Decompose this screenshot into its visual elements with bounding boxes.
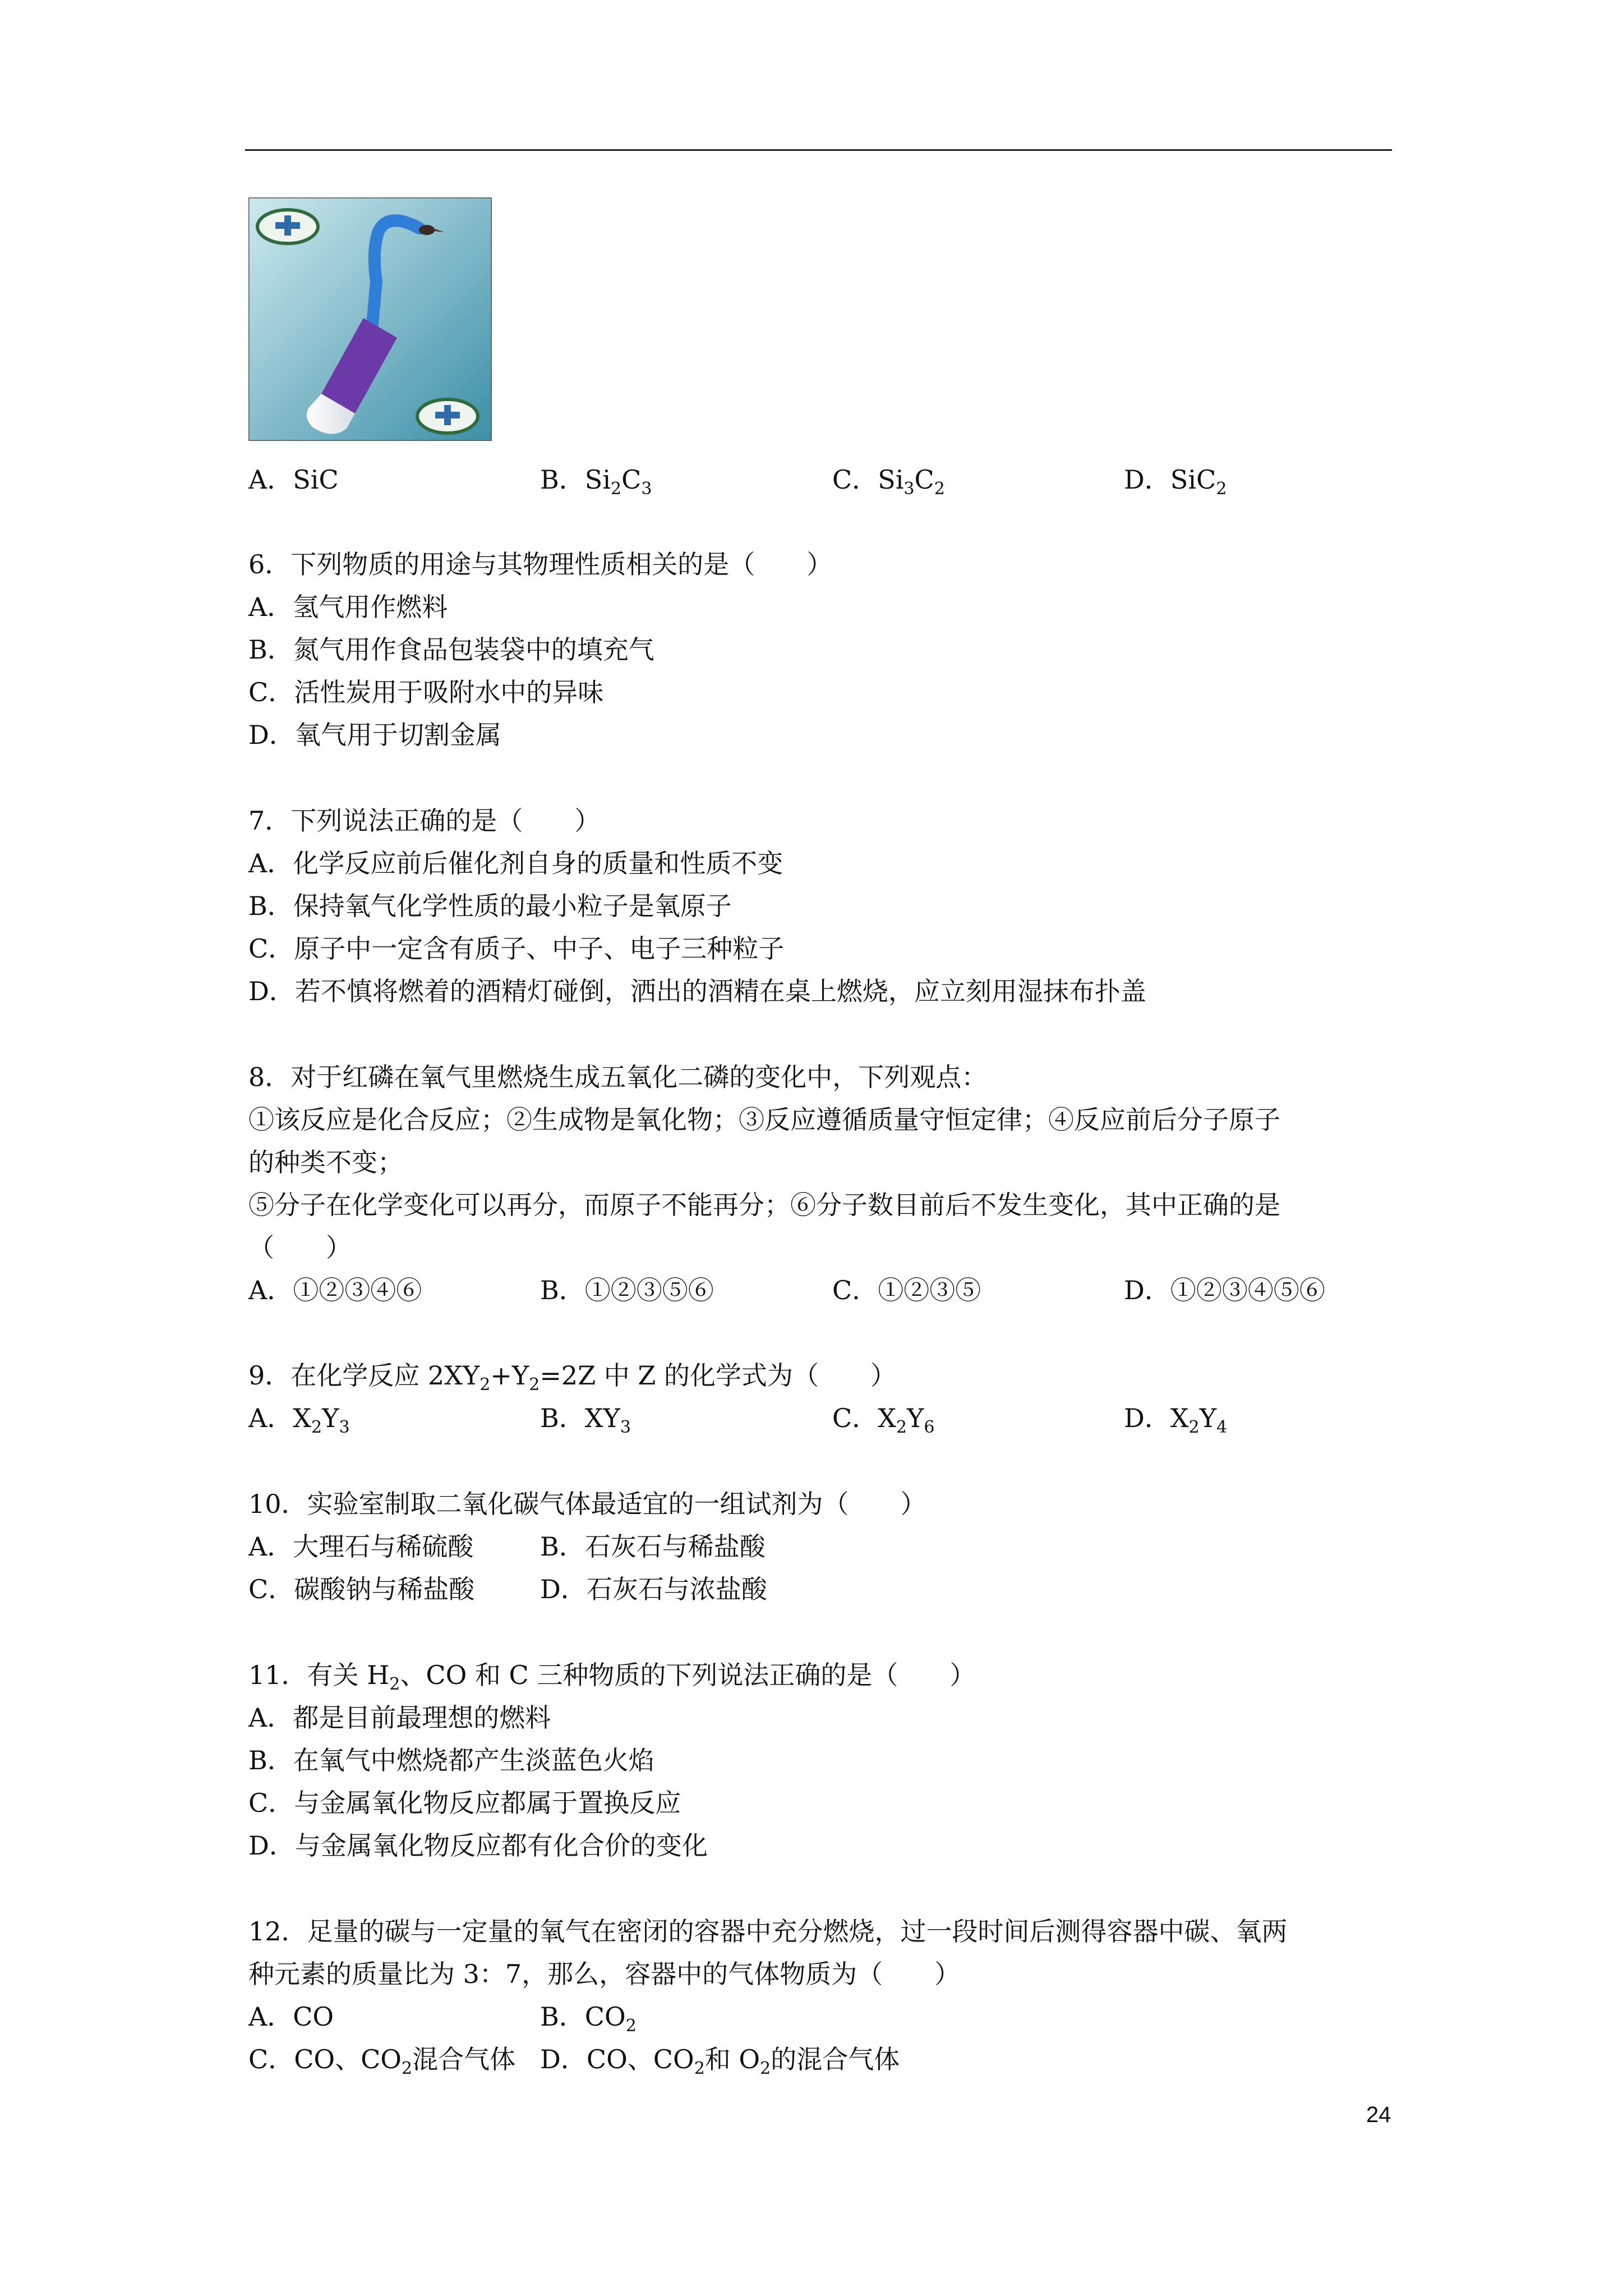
- q12-option-c: C．CO、$CO_2$混合气体: [248, 2044, 516, 2078]
- q6-option-d: D．氧气用于切割金属: [248, 720, 501, 750]
- q7-option-b: B．保持氧气化学性质的最小粒子是氧原子: [248, 891, 732, 921]
- q8-statement-line-4: （ ）: [248, 1232, 352, 1263]
- q6-option-a: A．氢气用作燃料: [248, 592, 448, 622]
- q12-option-b: B．$CO_2$: [540, 2001, 637, 2036]
- q6-stem: 6．下列物质的用途与其物理性质相关的是（ ）: [248, 549, 833, 579]
- q8-option-b: B．①②③⑤⑥: [540, 1275, 714, 1305]
- q11-option-c: C．与金属氧化物反应都属于置换反应: [248, 1788, 681, 1818]
- q10-option-b: B．石灰石与稀盐酸: [540, 1531, 766, 1562]
- q8-option-a: A．①②③④⑥: [248, 1275, 422, 1305]
- q9-option-c: C．$X_2Y_6$: [832, 1403, 935, 1437]
- q10-stem: 10．实验室制取二氧化碳气体最适宜的一组试剂为（ ）: [248, 1489, 926, 1519]
- q5-option-d: D．SiC$_2$: [1124, 464, 1227, 499]
- silicon-carbide-tool-image: [248, 197, 492, 441]
- q5-option-c: C．$Si_3C_2$: [832, 464, 945, 499]
- q8-statement-line-1: ①该反应是化合反应；②生成物是氧化物；③反应遵循质量守恒定律；④反应前后分子原子: [248, 1105, 1280, 1135]
- q8-statement-line-3: ⑤分子在化学变化可以再分，而原子不能再分；⑥分子数目前后不发生变化，其中正确的是: [248, 1190, 1280, 1220]
- q7-option-a: A．化学反应前后催化剂自身的质量和性质不变: [248, 848, 783, 878]
- q12-option-a: A．CO: [248, 2001, 334, 2032]
- q11-option-a: A．都是目前最理想的燃料: [248, 1703, 551, 1733]
- q8-statement-line-2: 的种类不变；: [248, 1147, 403, 1177]
- q8-stem: 8．对于红磷在氧气里燃烧生成五氧化二磷的变化中，下列观点：: [248, 1062, 988, 1092]
- q12-option-d: D．CO、$CO_2$和 $O_2$的混合气体: [540, 2044, 900, 2078]
- q5-option-a: A．SiC: [248, 464, 339, 495]
- header-rule: [245, 149, 1392, 151]
- page-number: 24: [1366, 2102, 1391, 2127]
- q12-stem-line-1: 12．足量的碳与一定量的氧气在密闭的容器中充分燃烧，过一段时间后测得容器中碳、氧两: [248, 1916, 1288, 1947]
- q11-stem: 11．有关 $H_2$、CO 和 C 三种物质的下列说法正确的是（ ）: [248, 1660, 976, 1694]
- q10-option-c: C．碳酸钠与稀盐酸: [248, 1574, 475, 1604]
- q9-option-b: B．$XY_3$: [540, 1403, 631, 1437]
- logo-badge-top-left: [257, 210, 318, 243]
- q7-stem: 7．下列说法正确的是（ ）: [248, 806, 601, 836]
- q10-option-a: A．大理石与稀硫酸: [248, 1531, 474, 1562]
- q11-option-b: B．在氧气中燃烧都产生淡蓝色火焰: [248, 1745, 654, 1775]
- q8-option-d: D．①②③④⑤⑥: [1124, 1275, 1325, 1305]
- q11-option-d: D．与金属氧化物反应都有化合价的变化: [248, 1830, 708, 1861]
- q9-stem: 9．在化学反应 $2XY_2+Y_2=2Z$ 中 Z 的化学式为（ ）: [248, 1360, 896, 1395]
- q10-option-d: D．石灰石与浓盐酸: [540, 1574, 767, 1604]
- q7-option-c: C．原子中一定含有质子、中子、电子三种粒子: [248, 933, 785, 964]
- q7-option-d: D．若不慎将燃着的酒精灯碰倒，洒出的酒精在桌上燃烧，应立刻用湿抹布扑盖: [248, 976, 1146, 1006]
- q8-option-c: C．①②③⑤: [832, 1275, 981, 1305]
- q6-option-c: C．活性炭用于吸附水中的异味: [248, 677, 604, 707]
- q12-stem-line-2: 种元素的质量比为 3：7，那么，容器中的气体物质为（ ）: [248, 1959, 961, 1989]
- q9-option-d: D．$X_2Y_4$: [1124, 1403, 1228, 1437]
- q9-option-a: A．$X_2Y_3$: [248, 1403, 350, 1437]
- q5-option-b: B．$Si_2C_3$: [540, 464, 652, 499]
- q6-option-b: B．氮气用作食品包装袋中的填充气: [248, 634, 654, 665]
- logo-badge-bottom-right: [417, 399, 478, 433]
